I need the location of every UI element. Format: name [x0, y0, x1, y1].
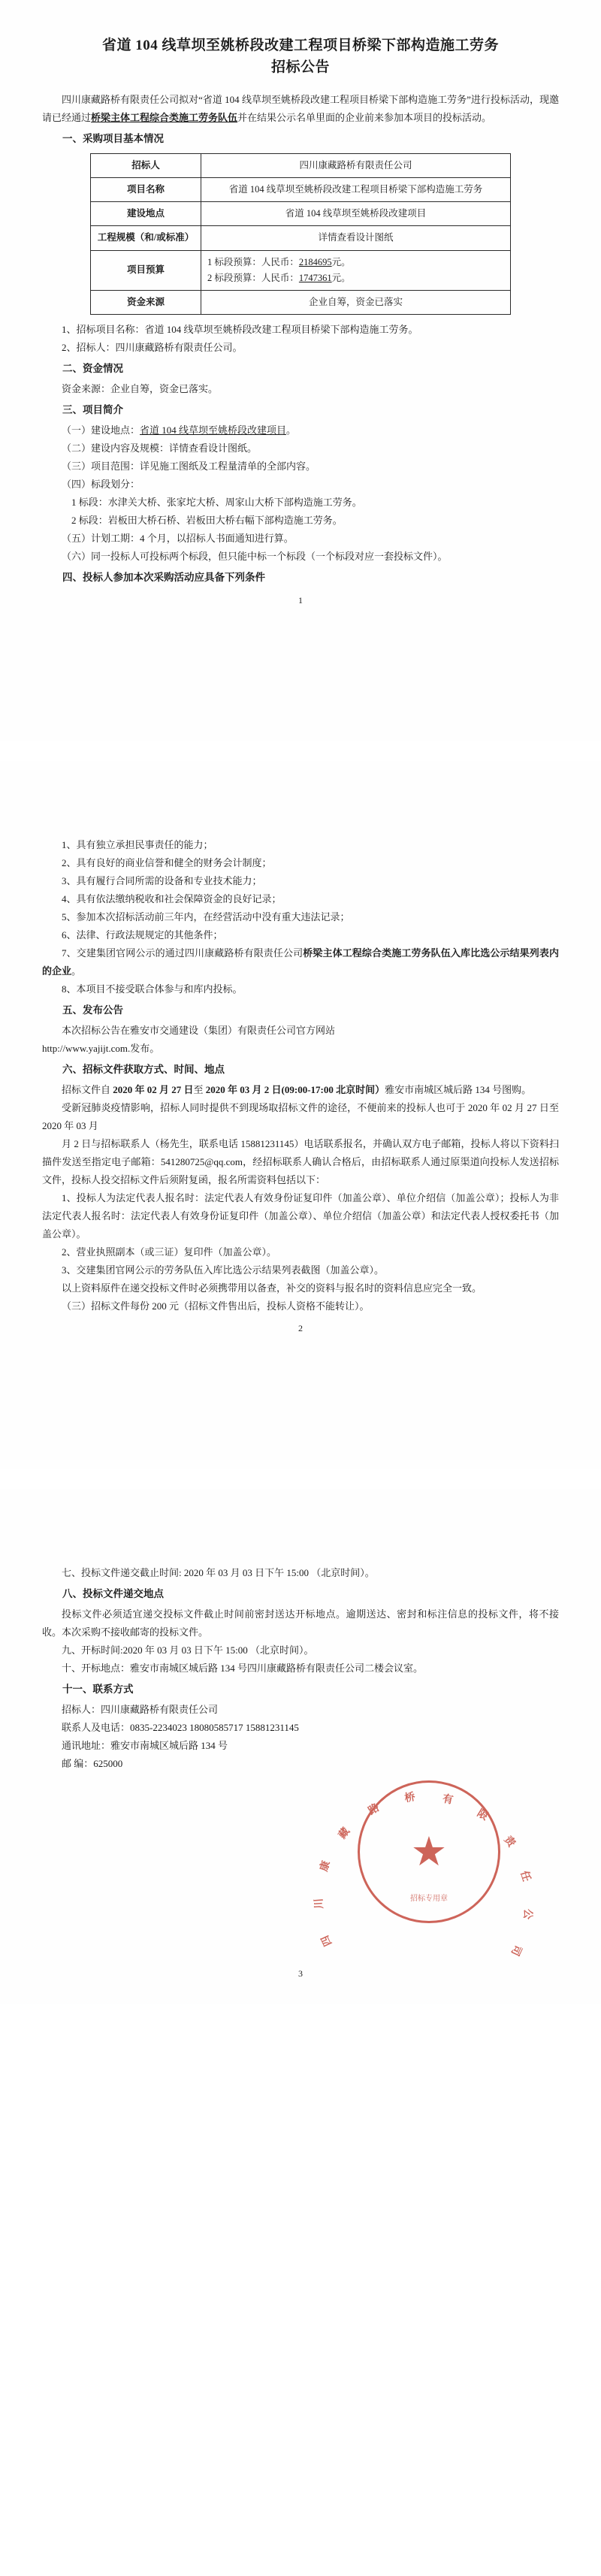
note-2: 2、招标人：四川康藏路桥有限责任公司。	[62, 342, 243, 354]
condition-7-b: 。	[71, 965, 82, 977]
row-label: 招标人	[91, 153, 201, 177]
section-5-heading: 五、发布公告	[62, 1004, 123, 1016]
seal-char: 任	[518, 1869, 532, 1883]
s6-l1-a: 招标文件自	[62, 1083, 113, 1095]
row-value-budget	[201, 250, 511, 291]
contact-3: 通讯地址：雅安市南城区城后路 134 号	[62, 1739, 228, 1751]
star-icon: ★	[410, 1829, 448, 1874]
page-number-2: 2	[298, 1323, 303, 1334]
section-2-heading: 二、资金情况	[62, 363, 123, 375]
contact-4: 邮 编：625000	[62, 1757, 123, 1769]
seal-char: 路	[367, 1801, 382, 1818]
section-5-text: 本次招标公告在雅安市交通建设（集团）有限责任公司官方网站	[62, 1024, 336, 1036]
section-3-lot-2: 2 标段：岩板田大桥石桥、岩板田大桥右幅下部构造施工劳务。	[71, 515, 343, 527]
page-separator-2	[0, 1469, 601, 1489]
seal-char: 责	[501, 1834, 518, 1850]
page-title	[42, 35, 559, 79]
condition-7-a: 7、交建集团官网公示的通过四川康藏路桥有限责任公司	[62, 947, 304, 959]
row-value: 企业自筹，资金已落实	[201, 291, 511, 315]
seal-char: 康	[319, 1859, 333, 1874]
condition-7-bold: 桥梁主体工程综合类施工劳务队伍入库比选公示结果列表内的企业	[42, 947, 559, 977]
section-3-item-5: （五）计划工期：4 个月，以招标人书面通知进行算。	[62, 533, 294, 545]
row-label: 资金来源	[91, 291, 201, 315]
intro-text-1: 四川康藏路桥有限责任公司拟对“省道 104 线草坝至姚桥段改建工程项目桥梁下部构造施工劳务”进行投标活动，现邀请已经通过	[42, 93, 559, 123]
section-6-heading: 六、招标文件获取方式、时间、地点	[62, 1063, 225, 1075]
condition-5: 5、参加本次招标活动前三年内，在经营活动中没有重大违法记录；	[62, 911, 350, 923]
row-value: 详情查看设计图纸	[201, 226, 511, 250]
table-row	[91, 202, 511, 226]
condition-3: 3、具有履行合同所需的设备和专业技术能力；	[62, 874, 262, 886]
contact-1: 招标人：四川康藏路桥有限责任公司	[62, 1703, 219, 1715]
seal-subtext: 招标专用章	[410, 1894, 448, 1903]
budget-1-prefix: 1 标段预算：人民币：	[207, 256, 299, 267]
section-3-item-2: （二）建设内容及规模：详情查看设计图纸。	[62, 442, 258, 454]
condition-6: 6、法律、行政法规规定的其他条件；	[62, 929, 223, 941]
table-row	[91, 250, 511, 291]
title-line-1: 省道 104 线草坝至姚桥段改建工程项目桥梁下部构造施工劳务	[101, 38, 499, 53]
page-2-bottom-space	[42, 1334, 559, 1462]
row-label: 项目预算	[91, 250, 201, 291]
seal-char: 公	[521, 1908, 533, 1920]
section-10-heading: 十、开标地点：雅安市南城区城后路 134 号四川康藏路桥有限责任公司二楼会议室。	[62, 1662, 424, 1675]
budget-2-value: 1747361	[298, 272, 332, 283]
section-8-heading: 八、投标文件递交地点	[62, 1588, 164, 1600]
section-6-line-1	[42, 1081, 559, 1099]
seal-char: 有	[441, 1793, 455, 1807]
contact-2: 联系人及电话：0835-2234023 18080585717 15881231145	[62, 1721, 299, 1733]
row-label: 建设地点	[91, 202, 201, 226]
seal-char: 藏	[337, 1826, 352, 1841]
section-4-heading: 四、投标人参加本次采购活动应具备下列条件	[62, 572, 265, 584]
official-seal-icon	[313, 1780, 533, 1958]
s6-l1-b: 至	[193, 1083, 206, 1095]
condition-2: 2、具有良好的商业信誉和健全的财务会计制度；	[62, 856, 272, 868]
section-2-text: 资金来源：企业自筹，资金已落实。	[62, 383, 219, 395]
row-value: 省道 104 线草坝至姚桥段改建工程项目桥梁下部构造施工劳务	[201, 177, 511, 201]
intro-paragraph	[42, 91, 559, 127]
row-label: 工程规模（和/或标准）	[91, 226, 201, 250]
s3-i1-a: （一）建设地点：	[62, 424, 140, 436]
budget-1-suffix: 元。	[331, 256, 351, 267]
section-6-sub-3: 3、交建集团官网公示的劳务队伍入库比选公示结果列表截图（加盖公章）。	[62, 1264, 385, 1276]
section-11-heading: 十一、联系方式	[62, 1684, 134, 1696]
s3-i1-c: 。	[286, 424, 297, 436]
section-8-text: 投标文件必须适宜递交投标文件截止时间前密封送达开标地点。逾期送达、密封和标注信息的投标文件，将不接收。本次采购不接收邮寄的投标文件。	[42, 1608, 559, 1638]
seal-char: 四	[319, 1933, 335, 1948]
section-6-line-2: 受新冠肺炎疫情影响，招标人同时提供不到现场取招标文件的途径，不便前来的投标人也可于 2020 年 02 月 27 日至 2020 年 03 月	[42, 1101, 559, 1131]
page-1-bottom-space	[42, 606, 559, 734]
section-6-sub-2: 2、营业执照副本（或三证）复印件（加盖公章）。	[62, 1246, 277, 1258]
table-row	[91, 177, 511, 201]
s6-date-start: 2020 年 02 月 27 日	[113, 1083, 194, 1095]
section-3-item-4: （四）标段划分：	[62, 478, 140, 490]
section-5-url[interactable]: http://www.yajijt.com.发布。	[42, 1042, 160, 1054]
page-number-3: 3	[298, 1967, 303, 1979]
section-1-heading: 一、采购项目基本情况	[62, 132, 164, 144]
budget-line-2	[207, 270, 504, 286]
section-6-sub-1: 1、投标人为法定代表人报名时：法定代表人有效身份证复印件（加盖公章）、单位介绍信（加盖公章）；投标人为非法定代表人报名时：法定代表人有效身份证复印件（加盖公章）、单位介绍信（加盖公章）和法定代表人授权委托书（加盖公章）。	[42, 1191, 559, 1240]
section-3-item-1	[42, 421, 559, 439]
s3-i1-b: 省道 104 线草坝至姚桥段改建项目	[140, 424, 287, 436]
table-row	[91, 153, 511, 177]
budget-2-prefix: 2 标段预算：人民币：	[207, 272, 299, 283]
condition-1: 1、具有独立承担民事责任的能力；	[62, 838, 213, 850]
row-value: 省道 104 线草坝至姚桥段改建项目	[201, 202, 511, 226]
row-value: 四川康藏路桥有限责任公司	[201, 153, 511, 177]
basic-info-table	[90, 153, 511, 316]
seal-char: 川	[313, 1898, 326, 1910]
intro-text-2: 并在结果公示名单里面的企业前来参加本项目的投标活动。	[237, 111, 492, 123]
condition-7	[42, 944, 559, 980]
page-separator-1	[0, 741, 601, 761]
seal-area	[42, 1773, 559, 1961]
title-line-2: 招标公告	[270, 59, 330, 76]
page-number-1: 1	[298, 594, 303, 605]
section-9-heading: 九、开标时间:2020 年 03 月 03 日下午 15:00 （北京时间）。	[62, 1644, 314, 1656]
seal-char: 限	[475, 1807, 490, 1823]
intro-bold: 桥梁主体工程综合类施工劳务队伍	[91, 111, 238, 123]
document-page-1	[0, 0, 601, 741]
section-7-heading: 七、投标文件递交截止时间: 2020 年 03 月 03 日下午 15:00 （北京时间）。	[62, 1567, 375, 1579]
budget-1-value: 2184695	[298, 256, 332, 267]
s6-date-end: 2020 年 03 月 2 日(09:00-17:00 北京时间）	[205, 1083, 385, 1095]
page-3-bottom-space	[42, 1980, 559, 1996]
section-3-item-3: （三）项目范围：详见施工图纸及工程量清单的全部内容。	[62, 460, 316, 472]
section-6-fee: （三）招标文件每份 200 元（招标文件售出后，投标人资格不能转让）。	[62, 1300, 370, 1312]
note-1: 1、招标项目名称：省道 104 线草坝至姚桥段改建工程项目桥梁下部构造施工劳务。	[62, 324, 418, 336]
section-6-note: 以上资料原件在递交投标文件时必须携带用以备查，补交的资料与报名时的资料信息应完全一致。	[62, 1282, 482, 1294]
section-3-heading: 三、项目简介	[62, 404, 123, 416]
section-3-item-6: （六）同一投标人可投标两个标段，但只能中标一个标段（一个标段对应一套投标文件）。	[62, 551, 448, 563]
table-row	[91, 226, 511, 250]
seal-char: 桥	[403, 1791, 416, 1805]
document-page-2	[0, 761, 601, 1469]
section-3-lot-1: 1 标段：水津关大桥、张家坨大桥、周家山大桥下部构造施工劳务。	[71, 496, 362, 508]
seal-char: 司	[508, 1943, 524, 1958]
s6-l1-c: 雅安市南城区城后路 134 号图购。	[385, 1083, 532, 1095]
budget-2-suffix: 元。	[331, 272, 351, 283]
page-3-top-space	[42, 1511, 559, 1564]
condition-4: 4、具有依法缴纳税收和社会保障资金的良好记录；	[62, 892, 282, 904]
document-page-3	[0, 1489, 601, 2004]
budget-line-1	[207, 255, 504, 270]
condition-8: 8、本项目不接受联合体参与和库内投标。	[62, 983, 243, 995]
row-label: 项目名称	[91, 177, 201, 201]
table-row	[91, 291, 511, 315]
section-6-line-3: 月 2 日与招标联系人（杨先生，联系电话 15881231145）电话联系报名，并确认双方电子邮箱，投标人将以下资料扫描件发送至指定电子邮箱：541280725@qq.com，经招标联系人确认合格后，由招标联系人通过原渠道向投标人发送招标文件，投标人投交招标文件后须附复函，报名所需资料包括以下：	[42, 1137, 559, 1185]
page-2-top-space	[42, 784, 559, 836]
